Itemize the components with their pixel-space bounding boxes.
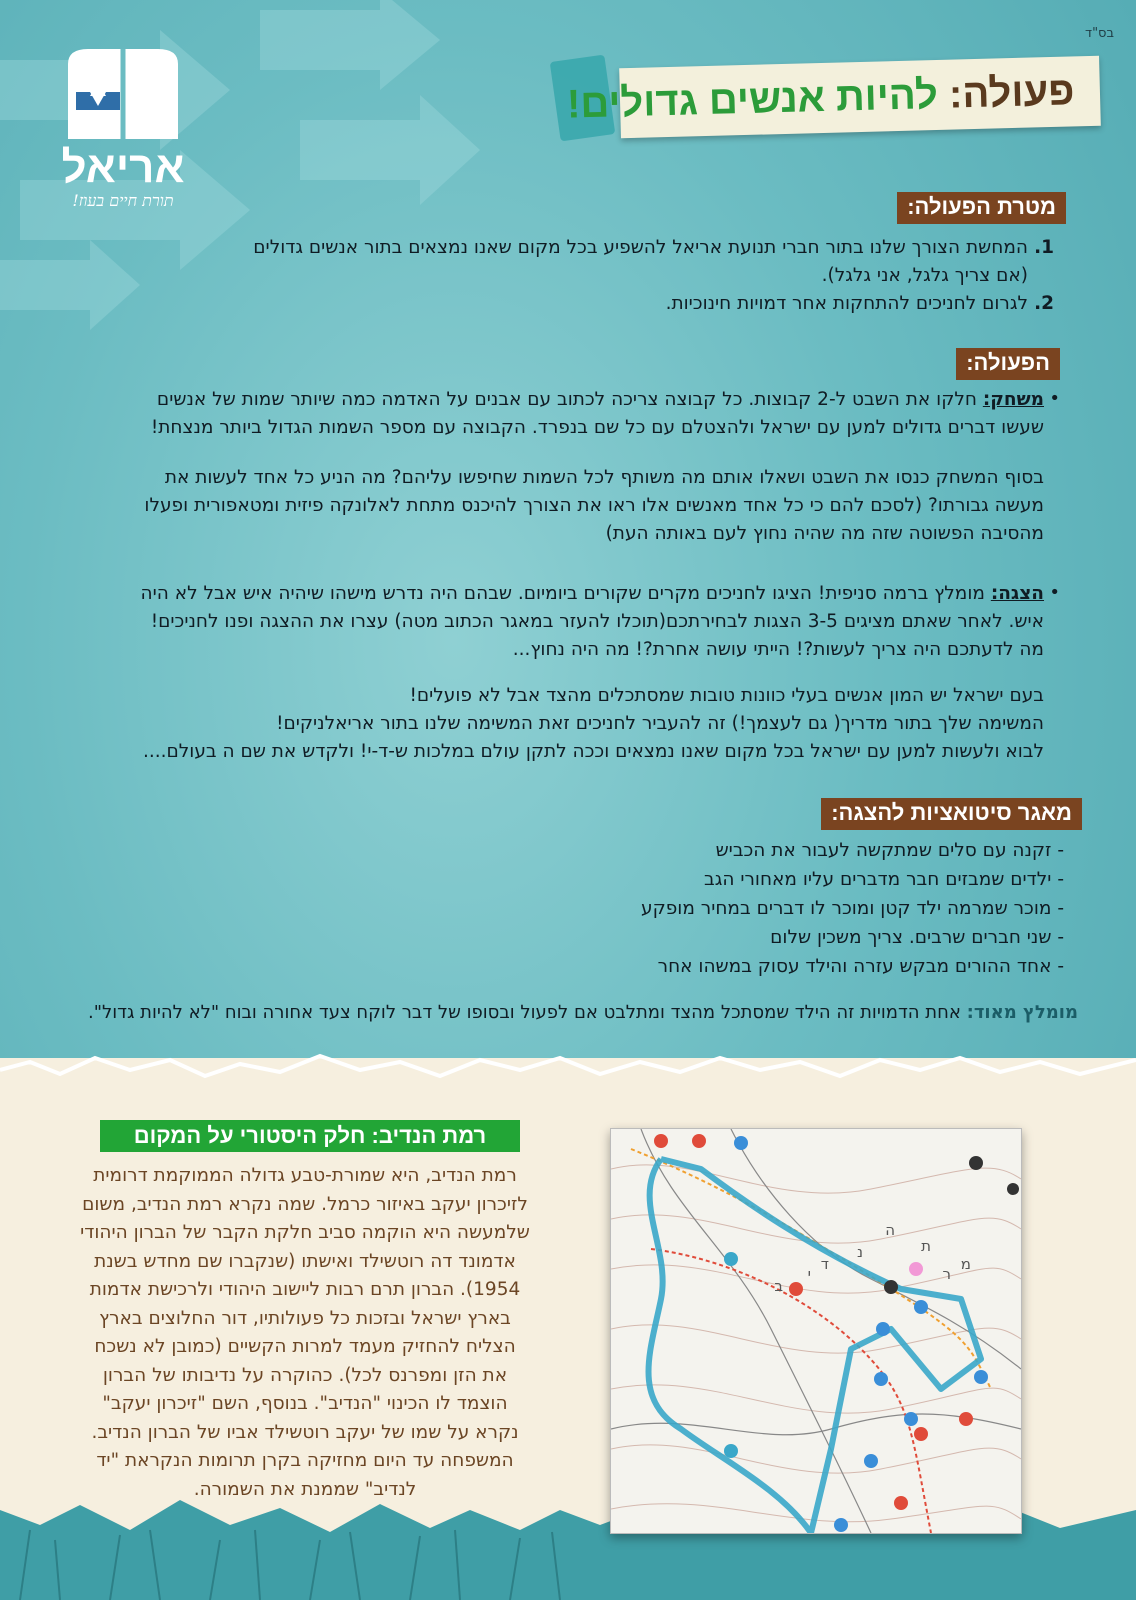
history-label: רמת הנדיב: חלק היסטורי על המקום bbox=[100, 1120, 520, 1152]
map-place-labels bbox=[774, 1221, 971, 1295]
game-summary bbox=[54, 464, 1044, 548]
activity-label: הפעולה: bbox=[956, 348, 1060, 380]
title-main: להיות אנשים גדולים! bbox=[566, 72, 939, 127]
show-term: הצגה: bbox=[990, 583, 1044, 604]
game-line-2: שעשו דברים גדולים למען עם ישראל ולהצטלם עם כל שם בנפרד. הקבוצה עם מספר השמות הגדול ביותר מנצחת! bbox=[150, 417, 1044, 438]
trail-map-drawing bbox=[611, 1129, 1021, 1533]
history-line: רמת הנדיב, היא שמורת-טבע גדולה הממוקמת דרומית bbox=[93, 1165, 517, 1186]
recommended-note bbox=[88, 1002, 1078, 1023]
bsd-mark: בס"ד bbox=[1084, 26, 1114, 41]
situation-item: - שני חברים שרבים. צריך משכין שלום bbox=[770, 927, 1064, 948]
trail-map bbox=[610, 1128, 1022, 1534]
goal-label: מטרת הפעולה: bbox=[897, 192, 1066, 224]
torn-paper-edge bbox=[0, 1040, 1136, 1100]
recommended-text: אחת הדמויות זה הילד שמסתכל מהצד ומתלבט אם לפעול ובסופו של דבר לוקח צעד אחורה ובוח "לא להיות גדול". bbox=[88, 1002, 967, 1023]
show-summary-line-3: לבוא ולעשות למען עם ישראל בכל מקום שאנו נמצאים וככה לתקן עולם במלכות ש-ד-י! ולקדש את שם ה בעולם.... bbox=[142, 741, 1044, 762]
recommended-label: מומלץ מאוד: bbox=[966, 1002, 1078, 1023]
map-place-label: נ bbox=[856, 1243, 863, 1261]
history-line: 1954). הברון תרם רבות ליישוב היהודי ולרכישת אדמות bbox=[89, 1279, 521, 1300]
goal-item-2-line-1: לגרום לחניכים להתחקות אחר דמויות חינוכיות. bbox=[665, 293, 1028, 314]
history-line: שלמעשה היא הוקמה סביב חלקת הקבר של הברון היהודי bbox=[80, 1222, 530, 1243]
game-paragraph bbox=[54, 386, 1044, 442]
history-line: אדמונד דה רוטשילד ואישתו (שנקברו שם מחדש בשנת bbox=[94, 1250, 516, 1272]
situation-item: - זקנה עם סלים שמתקשה לעבור את הכביש bbox=[715, 840, 1064, 861]
logo-wordmark: אריאל bbox=[61, 143, 185, 192]
map-place-label: ת bbox=[921, 1237, 931, 1255]
show-bullet: • bbox=[1049, 582, 1060, 603]
history-line: לנדיב" שממנת את השמורה. bbox=[193, 1478, 417, 1500]
situation-item: - ילדים שמבזים חבר מדברים עליו מאחורי הגב bbox=[704, 869, 1064, 890]
map-place-label: מ bbox=[960, 1255, 971, 1273]
show-summary-line-2: המשימה שלך בתור מדריך( גם לעצמך!) זה להעביר לחניכים זאת המשימה שלנו בתור אריאלניקים! bbox=[276, 713, 1044, 734]
show-line-1 bbox=[34, 580, 1044, 608]
game-summary-line-1: בסוף המשחק כנסו את השבט ושאלו אותם מה משותף לכל השמות שחיפשו עליהם? מה הניע כל אחד לעשות את bbox=[164, 467, 1044, 488]
history-line: הצליח להחזיק מעמד למרות הקשיים (כמובן לא נשכח bbox=[94, 1336, 516, 1357]
logo-tagline: תורת חיים בעוז! bbox=[72, 191, 174, 210]
show-line-2: איש. לאחר שאתם מציגים 3-5 הצגות לבחירתכם(תוכלו להעזר במאגר הכתוב מטה) עצרו את ההצגה ופנו לחניכים! bbox=[150, 611, 1044, 632]
game-bullet: • bbox=[1049, 388, 1060, 409]
game-line-1 bbox=[54, 386, 1044, 414]
map-place-label: ה bbox=[885, 1221, 895, 1239]
ariel-logo bbox=[48, 44, 198, 214]
map-place-label: ב bbox=[774, 1277, 783, 1295]
history-line: לזיכרון יעקב באיזור כרמל. שמה נקרא רמת הנדיב, משום bbox=[82, 1193, 528, 1215]
show-line-1-text: מומלץ ברמה סניפית! הציגו לחניכים מקרים שקורים ביומיום. שבהם היה נדרש מישהו שיהיה איש אבל לא היה bbox=[140, 583, 985, 604]
show-paragraph bbox=[34, 580, 1044, 664]
situation-item: - מוכר שמרמה ילד קטן ומוכר לו דברים במחיר מופקע bbox=[641, 898, 1064, 919]
map-place-label: י bbox=[807, 1265, 811, 1283]
situations-list bbox=[641, 836, 1064, 981]
history-line: בארץ ישראל ובזכות כל פעולותיו, דור החלוצים בארץ bbox=[99, 1307, 511, 1329]
game-summary-line-2: מעשה גבורתו? (לסכם להם כי כל אחד מאנשים אלו ראו את הצורך להיכנס מתחת לאלונקה פיזית ומטאפורית ופעלו bbox=[144, 495, 1044, 516]
map-place-label: ד bbox=[820, 1255, 829, 1273]
game-summary-line-3: מהסיבה הפשוטה שזה מה שהיה נחוץ לעם באותה העת) bbox=[605, 523, 1044, 544]
goal-item-2 bbox=[128, 290, 1028, 318]
game-line-1-text: חלקו את השבט ל-2 קבוצות. כל קבוצה צריכה לכתוב עם אבנים על האדמה כמה שיותר שמות של אנשים bbox=[156, 389, 977, 410]
history-text bbox=[60, 1162, 550, 1504]
situations-label: מאגר סיטואציות להצגה: bbox=[821, 798, 1082, 830]
goal-item-1-line-1: המחשת הצורך שלנו בתור חברי תנועת אריאל להשפיע בכל מקום שאנו נמצאים בתור אנשים גדולים bbox=[253, 237, 1028, 258]
history-line: המשפחה עד היום מחזיקה בקרן תרומות הנקראת "יד bbox=[96, 1450, 514, 1471]
show-summary-line-1: בעם ישראל יש המון אנשים בעלי כוונות טובות שמסתכלים מהצד אבל לא פועלים! bbox=[409, 685, 1044, 706]
goal-item-2-number: 2. bbox=[1034, 293, 1054, 314]
goal-item-1-number: 1. bbox=[1034, 237, 1054, 258]
goal-item-1-line-2: (אם צריך גלגל, אני גלגל). bbox=[821, 265, 1028, 286]
game-term: משחק: bbox=[982, 389, 1044, 410]
map-markers bbox=[654, 1134, 1019, 1532]
goal-item-1 bbox=[128, 234, 1028, 290]
show-summary bbox=[34, 682, 1044, 766]
situation-item: - אחד ההורים מבקש עזרה והילד עסוק במשהו אחר bbox=[657, 956, 1064, 977]
history-line: הוצמד לו הכינוי "הנדיב". בנוסף, השם "זיכרון יעקב" bbox=[102, 1393, 508, 1414]
title-prefix: פעולה: bbox=[948, 69, 1075, 117]
show-line-3: מה לדעתכם היה צריך לעשות?! הייתי עושה אחרת?! מה היה נחוץ... bbox=[512, 639, 1044, 660]
history-line: נקרא על שמו של יעקב רוטשילד אביו של הברון הנדיב. bbox=[91, 1421, 519, 1443]
history-line: את הזן ומפרנס לכל). כהוקרה על נדיבותו של הברון bbox=[102, 1364, 508, 1386]
map-place-label: ר bbox=[942, 1265, 951, 1283]
